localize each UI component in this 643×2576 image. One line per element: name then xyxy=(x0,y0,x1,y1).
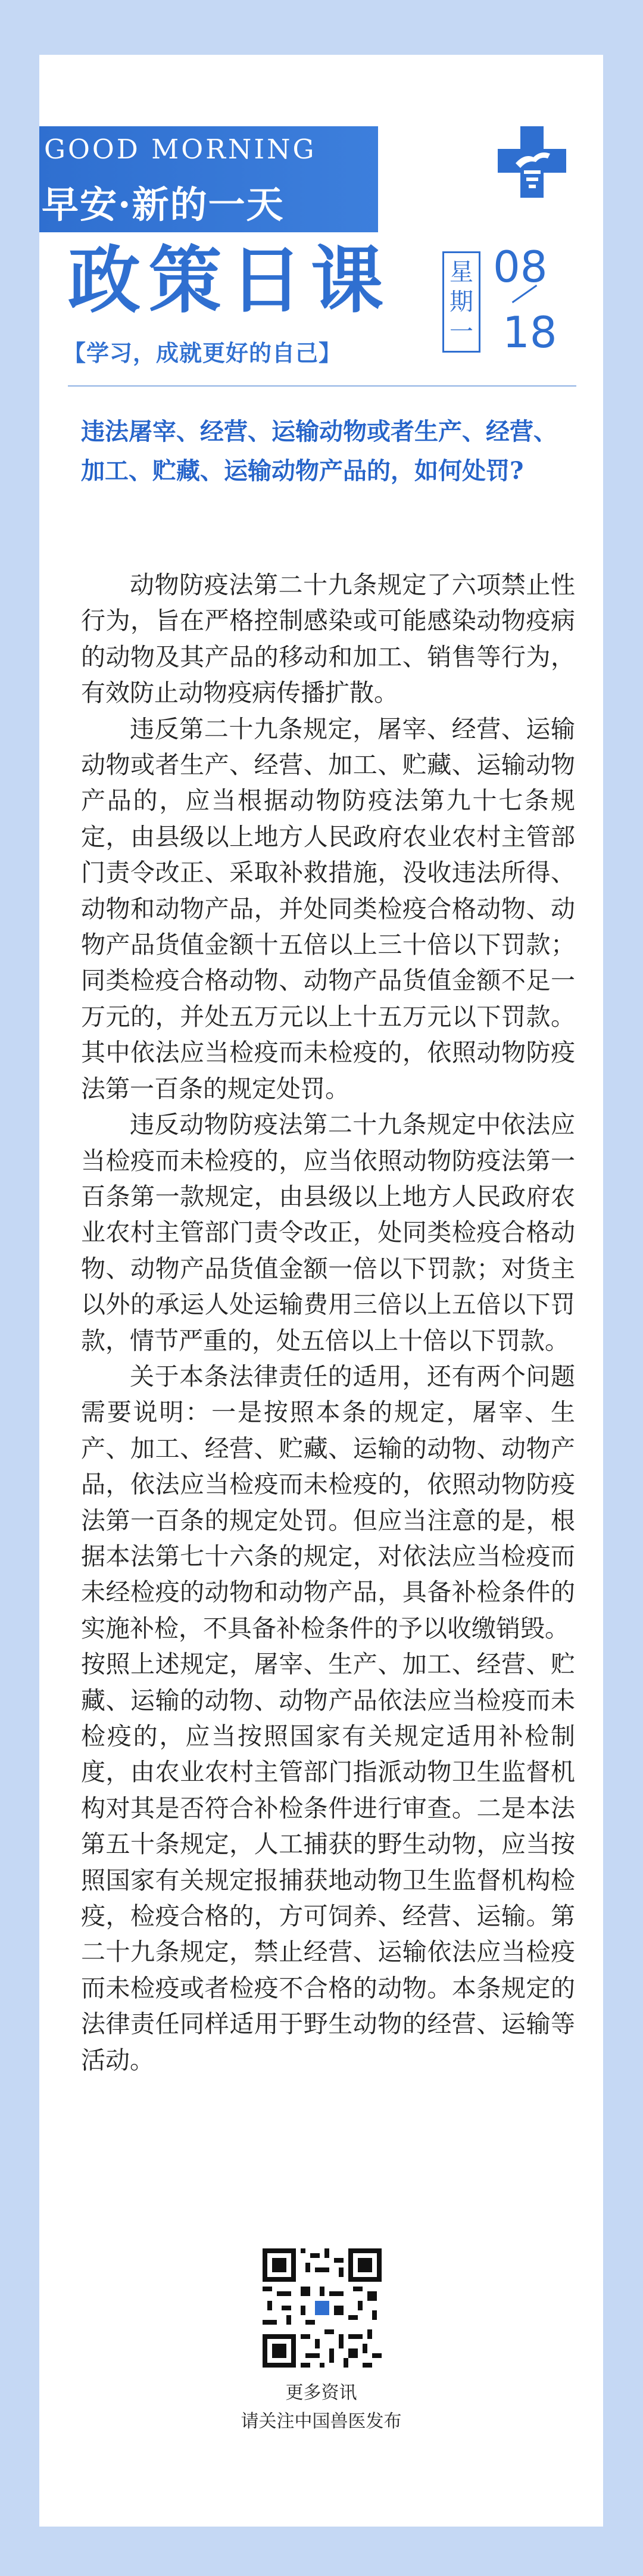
greeting-chinese: 早安·新的一天 xyxy=(42,183,285,226)
greeting-banner xyxy=(39,126,378,232)
article-paragraph: 动物防疫法第二十九条规定了六项禁止性行为，旨在严格控制感染或可能感染动物疫病的动物及其产品的移动和加工、销售等行为，有效防止动物疫病传播扩散。 xyxy=(81,571,575,708)
article-paragraph: 关于本条法律责任的适用，还有两个问题需要说明：一是按照本条的规定，屠宰、生产、加工、经营、贮藏、运输的动物、动物产品，依法应当检疫而未检疫的，依照动物防疫法第一百条的规定处罚。但应当注意的是，根据本法第七十六条的规定，对依法应当检疫而未经检疫的动物和动物产品，具备补检条件的实施补检，不具备补检条件的予以收缴销毁。 xyxy=(81,1362,575,1643)
page-subtitle: 【学习，成就更好的自己】 xyxy=(63,340,342,366)
page-title: 政策日课 xyxy=(68,238,392,323)
article-paragraph: 违反动物防疫法第二十九条规定中依法应当检疫而未检疫的，应当依照动物防疫法第一百条第一款规定，由县级以上地方人民政府农业农村主管部门责令改正，处同类检疫合格动物、动物产品货值金额一倍以下罚款；对货主以外的承运人处运输费用三倍以上五倍以下罚款，情节严重的，处五倍以上十倍以下罚款。 xyxy=(81,1110,575,1355)
article-question: 违法屠宰、经营、运输动物或者生产、经营、加工、贮藏、运输动物产品的，如何处罚? xyxy=(81,418,557,485)
weekday-char: 一 xyxy=(450,318,473,345)
article-paragraph: 违反第二十九条规定，屠宰、经营、运输动物或者生产、经营、加工、贮藏、运输动物产品的，应当根据动物防疫法第九十七条规定，由县级以上地方人民政府农业农村主管部门责令改正、采取补救措施，没收违法所得、动物和动物产品，并处同类检疫合格动物、动物产品货值金额十五倍以上三十倍以下罚款；同类检疫合格动物、动物产品货值金额不足一万元的，并处五万元以上十五万元以下罚款。其中依法应当检疫而未检疫的，依照动物防疫法第一百条的规定处罚。 xyxy=(81,714,575,1103)
greeting-english: GOOD MORNING xyxy=(44,133,317,165)
header-divider xyxy=(68,385,576,387)
footer-follow-account: 请关注中国兽医发布 xyxy=(241,2411,402,2432)
date-month: 08 xyxy=(493,242,548,292)
article-paragraph: 按照上述规定，屠宰、生产、加工、经营、贮藏、运输的动物、动物产品依法应当检疫而未检疫的，应当按照国家有关规定适用补检制度，由农业农村主管部门指派动物卫生监督机构对其是否符合补检条件进行审查。二是本法第五十条规定，人工捕获的野生动物，应当按照国家有关规定报捕获地动物卫生监督机构检疫，检疫合格的，方可饲养、经营、运输。第二十九条规定，禁止经营、运输依法应当检疫而未检疫或者检疫不合格的动物。本条规定的法律责任同样适用于野生动物的经营、运输等活动。 xyxy=(81,1650,575,2074)
footer-more-info: 更多资讯 xyxy=(285,2382,357,2403)
article-body xyxy=(81,567,575,2078)
weekday-char: 星 xyxy=(450,258,473,286)
date-day: 18 xyxy=(502,307,557,357)
weekday-char: 期 xyxy=(450,288,473,316)
qr-code-icon[interactable] xyxy=(263,2248,382,2368)
weekday-badge xyxy=(442,251,480,353)
article-card xyxy=(39,55,603,2527)
veterinary-cross-logo-icon xyxy=(498,126,566,198)
